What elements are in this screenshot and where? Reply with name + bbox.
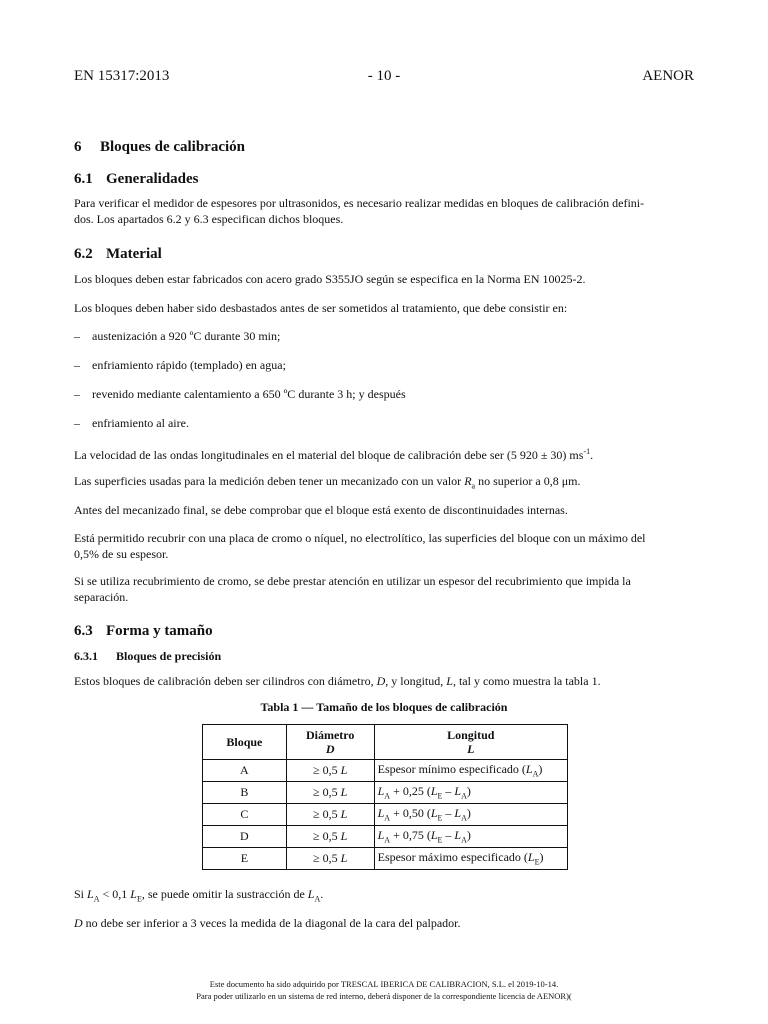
column-header-diametro — [286, 725, 374, 760]
subscript: A — [384, 791, 391, 801]
calibration-blocks-table — [202, 724, 568, 870]
section-number: 6.2 — [74, 246, 93, 262]
subscript: E — [437, 813, 443, 823]
variable: L — [340, 829, 348, 843]
cell-diametro — [286, 760, 374, 782]
list-dash: – — [74, 329, 80, 343]
variable: L — [340, 763, 348, 777]
list-item: revenido mediante calentamiento a 650 ºC durante 3 h; y después — [92, 387, 406, 401]
section-number: 6.3.1 — [74, 649, 98, 663]
text-run: ) — [466, 806, 471, 821]
text-run: < 0,1 — [99, 887, 131, 901]
variable: L — [377, 784, 385, 799]
cell-longitud — [374, 804, 567, 826]
variable: D — [74, 916, 83, 930]
subscript: E — [136, 894, 142, 904]
subscript: E — [534, 857, 540, 867]
text-run: – — [442, 828, 455, 843]
paragraph-precision-blocks — [74, 673, 694, 689]
text-run: ≥ 0,5 — [313, 829, 341, 843]
note-subtraction — [74, 886, 694, 907]
paragraph-wave-velocity — [74, 444, 694, 463]
header-page-number: - 10 - — [367, 68, 401, 84]
subscript: A — [93, 894, 100, 904]
text-run: Espesor mínimo especificado ( — [377, 762, 526, 777]
section-title: Bloques de calibración — [100, 139, 246, 155]
section-title: Bloques de precisión — [116, 649, 222, 663]
footer-line: Para poder utilizarlo en un sistema de red interno, deberá disponer de la correspondiente licencia de AENOR)( — [196, 991, 572, 1001]
list-dash: – — [74, 416, 80, 430]
note-diameter — [74, 915, 694, 931]
text-run: no superior a 0,8 μm. — [475, 474, 581, 488]
section-6-3-heading — [74, 623, 213, 640]
cell-bloque: C — [203, 804, 287, 826]
text-run: ) — [539, 850, 544, 865]
subscript: E — [437, 835, 443, 845]
text-run: – — [442, 784, 455, 799]
subscript: a — [471, 481, 476, 491]
section-6-1-heading — [74, 171, 199, 188]
list-item: austenización a 920 ºC durante 30 min; — [92, 329, 281, 343]
cell-longitud — [374, 826, 567, 848]
header-label: Longitud — [447, 728, 495, 742]
section-6-heading — [74, 139, 245, 156]
subscript: A — [461, 813, 467, 823]
header-label: Bloque — [226, 735, 263, 749]
text-line: Está permitido recubrir con una placa de cromo o níquel, no electrolítico, las superficies del bloque con un máximo del — [74, 531, 646, 545]
cell-bloque: A — [203, 760, 287, 782]
cell-bloque: E — [203, 848, 287, 870]
header-symbol: L — [467, 742, 475, 756]
column-header-bloque — [203, 725, 287, 760]
subscript: A — [384, 835, 391, 845]
text-run: . — [590, 448, 594, 462]
variable: L — [307, 887, 315, 901]
subscript: A — [384, 813, 391, 823]
variable: L — [377, 806, 385, 821]
text-run: , tal y como muestra la tabla 1. — [452, 674, 601, 688]
subscript: E — [437, 791, 443, 801]
cell-bloque: D — [203, 826, 287, 848]
header-publisher: AENOR — [642, 68, 694, 84]
text-line: Si se utiliza recubrimiento de cromo, se debe prestar atención en utilizar un espesor del recubrimiento que impida la — [74, 574, 631, 588]
text-run: ≥ 0,5 — [313, 851, 341, 865]
table-row — [203, 760, 568, 782]
variable: L — [340, 851, 348, 865]
variable: L — [87, 887, 94, 901]
cell-diametro — [286, 782, 374, 804]
paragraph-discontinuities: Antes del mecanizado final, se debe comprobar que el bloque está exento de discontinuidades internas. — [74, 503, 568, 517]
subscript: A — [532, 769, 539, 779]
variable: L — [430, 784, 438, 799]
cell-diametro — [286, 804, 374, 826]
paragraph-chrome — [74, 573, 694, 605]
paragraph-surface-finish — [74, 473, 694, 494]
text-run: . — [320, 887, 324, 901]
table-row — [203, 782, 568, 804]
text-run: ) — [538, 762, 543, 777]
variable: L — [340, 807, 348, 821]
variable: L — [454, 828, 462, 843]
list-dash: – — [74, 358, 80, 372]
variable: L — [454, 784, 462, 799]
variable: L — [340, 785, 348, 799]
cell-diametro — [286, 826, 374, 848]
footer-license-notice — [0, 978, 768, 1002]
paragraph-coating — [74, 530, 694, 562]
variable: R — [464, 474, 472, 488]
text-run: ≥ 0,5 — [313, 785, 341, 799]
text-run: , y longitud, — [385, 674, 447, 688]
text-run: Espesor máximo especificado ( — [377, 850, 528, 865]
text-line: Para verificar el medidor de espesores por ultrasonidos, es necesario realizar medidas en bloques de calibración defini- — [74, 196, 645, 210]
cell-longitud — [374, 848, 567, 870]
section-title: Generalidades — [106, 171, 199, 187]
text-run: , se puede omitir la sustracción de — [141, 887, 308, 901]
variable: D — [376, 674, 386, 688]
text-run: no debe ser inferior a 3 veces la medida de la diagonal de la cara del palpador. — [82, 916, 461, 930]
header-symbol: D — [325, 742, 335, 756]
column-header-longitud — [374, 725, 567, 760]
subscript: A — [314, 894, 321, 904]
section-title: Forma y tamaño — [106, 623, 213, 639]
cell-bloque: B — [203, 782, 287, 804]
text-line: dos. Los apartados 6.2 y 6.3 especifican dichos bloques. — [74, 212, 344, 226]
superscript: -1 — [583, 447, 591, 456]
header-standard-id: EN 15317:2013 — [74, 68, 170, 84]
text-run: ) — [466, 828, 471, 843]
text-run: Las superficies usadas para la medición deben tener un mecanizado con un valor — [74, 474, 465, 488]
variable: L — [454, 806, 462, 821]
paragraph-material-2: Los bloques deben haber sido desbastados antes de ser sometidos al tratamiento, que debe consistir en: — [74, 301, 568, 315]
table-caption: Tabla 1 — Tamaño de los bloques de calibración — [260, 700, 508, 714]
variable: L — [446, 674, 453, 688]
variable: L — [525, 762, 533, 777]
text-run: + 0,25 ( — [390, 784, 431, 799]
paragraph-generalidades — [74, 195, 694, 227]
text-run: Estos bloques de calibración deben ser cilindros con diámetro, — [74, 674, 377, 688]
text-line: 0,5% de su espesor. — [74, 547, 169, 561]
text-run: La velocidad de las ondas longitudinales en el material del bloque de calibración debe ser (5 920 ± 30) ms — [74, 448, 584, 462]
cell-diametro — [286, 848, 374, 870]
section-6-3-1-heading — [74, 649, 221, 664]
table-row — [203, 826, 568, 848]
header-label: Diámetro — [305, 728, 355, 742]
text-run: ≥ 0,5 — [313, 807, 341, 821]
table-row — [203, 804, 568, 826]
section-number: 6.1 — [74, 171, 93, 187]
text-run: – — [442, 806, 455, 821]
text-run: + 0,50 ( — [390, 806, 431, 821]
text-run: Si — [74, 887, 88, 901]
section-number: 6 — [74, 139, 82, 155]
section-title: Material — [106, 246, 162, 262]
list-dash: – — [74, 387, 80, 401]
variable: L — [130, 887, 137, 901]
section-number: 6.3 — [74, 623, 93, 639]
text-run: + 0,75 ( — [390, 828, 431, 843]
cell-longitud — [374, 782, 567, 804]
cell-longitud — [374, 760, 567, 782]
subscript: A — [461, 791, 467, 801]
variable: L — [430, 806, 438, 821]
text-line: separación. — [74, 590, 129, 604]
table-row — [203, 848, 568, 870]
paragraph-material-1: Los bloques deben estar fabricados con acero grado S355JO según se especifica en la Norma EN 10025-2. — [74, 272, 586, 286]
variable: L — [430, 828, 438, 843]
variable: L — [377, 828, 385, 843]
text-run: ) — [466, 784, 471, 799]
table-header-row — [203, 725, 568, 760]
list-item: enfriamiento al aire. — [92, 416, 189, 430]
section-6-2-heading — [74, 246, 162, 263]
list-item: enfriamiento rápido (templado) en agua; — [92, 358, 286, 372]
footer-line: Este documento ha sido adquirido por TRESCAL IBERICA DE CALIBRACION, S.L. el 2019-10-14. — [209, 979, 559, 989]
text-run: ≥ 0,5 — [313, 763, 341, 777]
subscript: A — [461, 835, 467, 845]
variable: L — [527, 850, 535, 865]
